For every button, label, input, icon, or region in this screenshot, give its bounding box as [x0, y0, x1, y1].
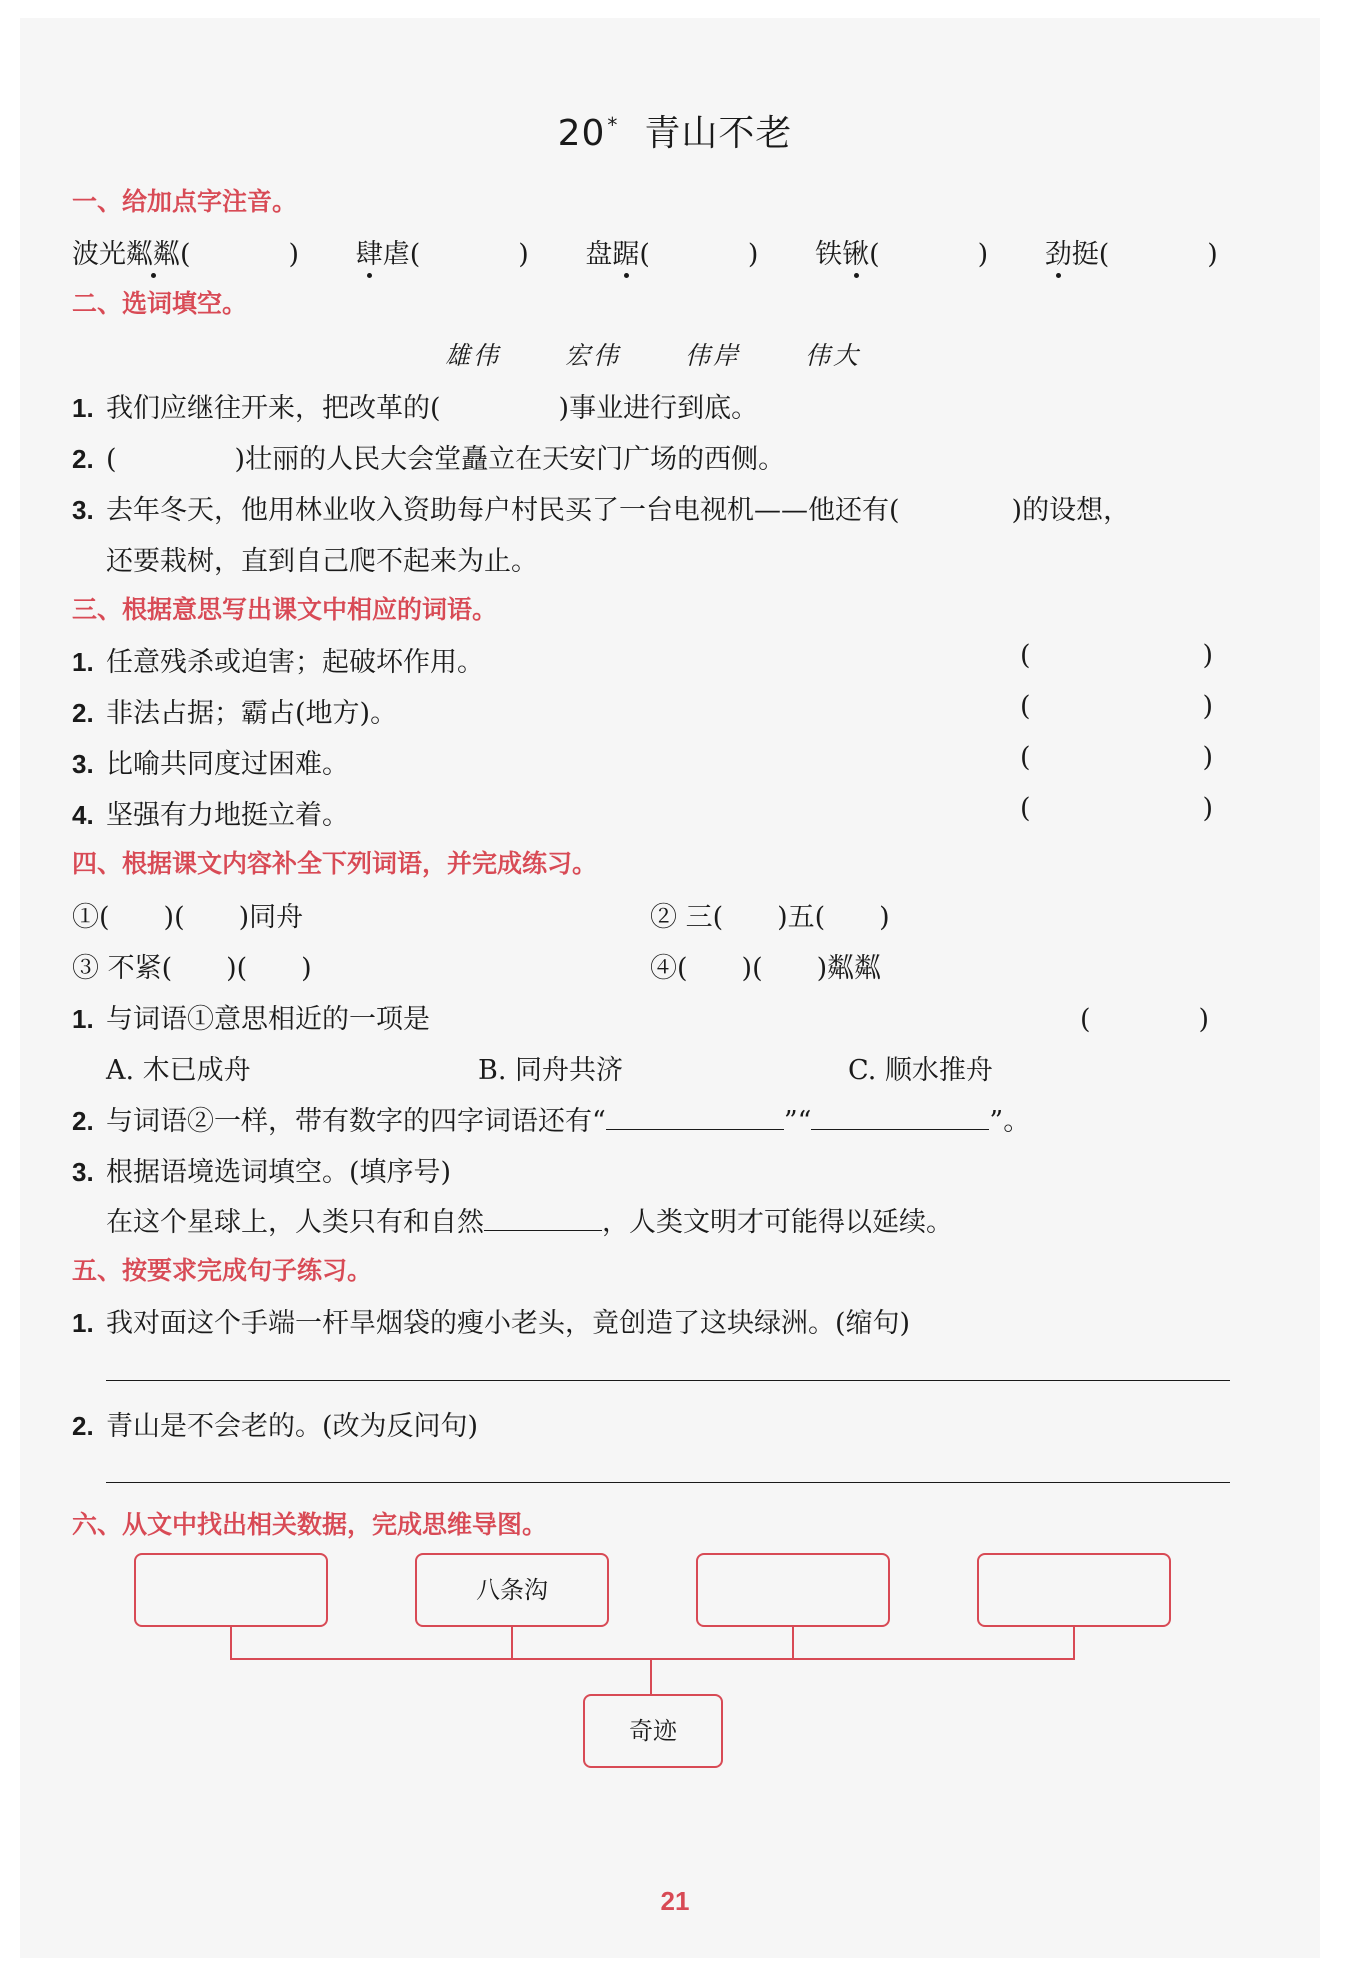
- mindmap-box-4: [977, 1553, 1171, 1627]
- mindmap-box-3: [696, 1553, 890, 1627]
- section4-q3: 3. 根据语境选词填空。(填序号): [72, 1157, 452, 1188]
- answer-paren-1: ( ): [1020, 640, 1214, 671]
- section2-q2: 2. ( )壮丽的人民大会堂矗立在天安门广场的西侧。: [72, 444, 786, 475]
- answer-paren-4: ( ): [1020, 793, 1214, 824]
- section4-q2: 2. 与词语②一样，带有数字的四字词语还有“ ”“ ”。: [72, 1106, 1031, 1137]
- idiom-2: ② 三( )五( ): [650, 902, 890, 933]
- section1-heading: 一、给加点字注音。: [72, 187, 298, 216]
- pinyin-item-3: 盘踞( ): [585, 239, 758, 270]
- blank-line: [811, 1109, 989, 1130]
- section2-heading: 二、选词填空。: [72, 289, 248, 318]
- answer-paren-2: ( ): [1020, 691, 1214, 722]
- lesson-star: *: [607, 113, 619, 137]
- section4-heading: 四、根据课文内容补全下列词语，并完成练习。: [72, 849, 598, 878]
- section5-heading: 五、按要求完成句子练习。: [72, 1256, 373, 1285]
- option-c: C. 顺水推舟: [848, 1055, 993, 1086]
- dotted-char: 粼粼: [126, 232, 180, 271]
- page-title: [0, 105, 1350, 156]
- dotted-char: 肆: [356, 232, 383, 271]
- section3-item-3: 3. 比喻共同度过困难。: [72, 749, 349, 780]
- mindmap-center-box: 奇迹: [583, 1694, 723, 1768]
- dotted-char: 踞: [612, 232, 639, 271]
- mindmap-box-2: 八条沟: [415, 1553, 609, 1627]
- dotted-char: 锹: [842, 232, 869, 271]
- answer-line: [106, 1482, 1230, 1483]
- section4-q1-paren: ( ): [1080, 1004, 1210, 1035]
- answer-paren-3: ( ): [1020, 742, 1214, 773]
- word-option: 宏伟: [565, 341, 622, 370]
- dotted-char: 劲: [1045, 232, 1072, 271]
- idiom-4: ④( )( )粼粼: [650, 953, 882, 984]
- pinyin-item-1: 波光粼粼( ): [72, 239, 299, 270]
- pinyin-item-5: 劲挺( ): [1045, 239, 1218, 270]
- lesson-title: 青山不老: [644, 113, 793, 154]
- connector-line: [230, 1658, 1075, 1660]
- section1-items: [72, 232, 1218, 271]
- word-option: 雄伟: [445, 341, 502, 370]
- option-a: A. 木已成舟: [106, 1055, 251, 1086]
- section5-q2: 2. 青山是不会老的。(改为反问句): [72, 1411, 479, 1442]
- word-option: 伟大: [805, 341, 862, 370]
- blank-line: [484, 1210, 602, 1231]
- section4-q3-sentence: 在这个星球上，人类只有和自然 ，人类文明才可能得以延续。: [106, 1207, 953, 1238]
- section3-item-1: 1. 任意残杀或迫害；起破坏作用。: [72, 647, 484, 678]
- word-option: 伟岸: [685, 341, 742, 370]
- section2-q1: 1. 我们应继往开来，把改革的( )事业进行到底。: [72, 393, 759, 424]
- mindmap-box-1: [134, 1553, 328, 1627]
- section5-q1: 1. 我对面这个手端一杆旱烟袋的瘦小老头，竟创造了这块绿洲。(缩句): [72, 1308, 911, 1339]
- pinyin-item-2: 肆虐( ): [356, 239, 529, 270]
- section4-q1: 1. 与词语①意思相近的一项是: [72, 1004, 430, 1035]
- option-b: B. 同舟共济: [478, 1055, 624, 1086]
- pinyin-item-4: 铁锹( ): [815, 239, 988, 270]
- page-number: 21: [660, 1886, 690, 1916]
- section3-item-4: 4. 坚强有力地挺立着。: [72, 800, 349, 831]
- blank-line: [606, 1109, 784, 1130]
- lesson-number: 20: [557, 113, 606, 154]
- section2-q3-cont: 还要栽树，直到自己爬不起来为止。: [106, 546, 538, 577]
- answer-line: [106, 1380, 1230, 1381]
- section2-q3: 3. 去年冬天，他用林业收入资助每户村民买了一台电视机——他还有( )的设想，: [72, 495, 1131, 526]
- section6-heading: 六、从文中找出相关数据，完成思维导图。: [72, 1510, 548, 1539]
- section3-heading: 三、根据意思写出课文中相应的词语。: [72, 595, 498, 624]
- section3-item-2: 2. 非法占据；霸占(地方)。: [72, 698, 398, 729]
- idiom-1: ①( )( )同舟: [72, 902, 304, 933]
- idiom-3: ③ 不紧( )( ): [72, 953, 312, 984]
- word-bank: [445, 336, 925, 372]
- connector-line: [650, 1658, 652, 1696]
